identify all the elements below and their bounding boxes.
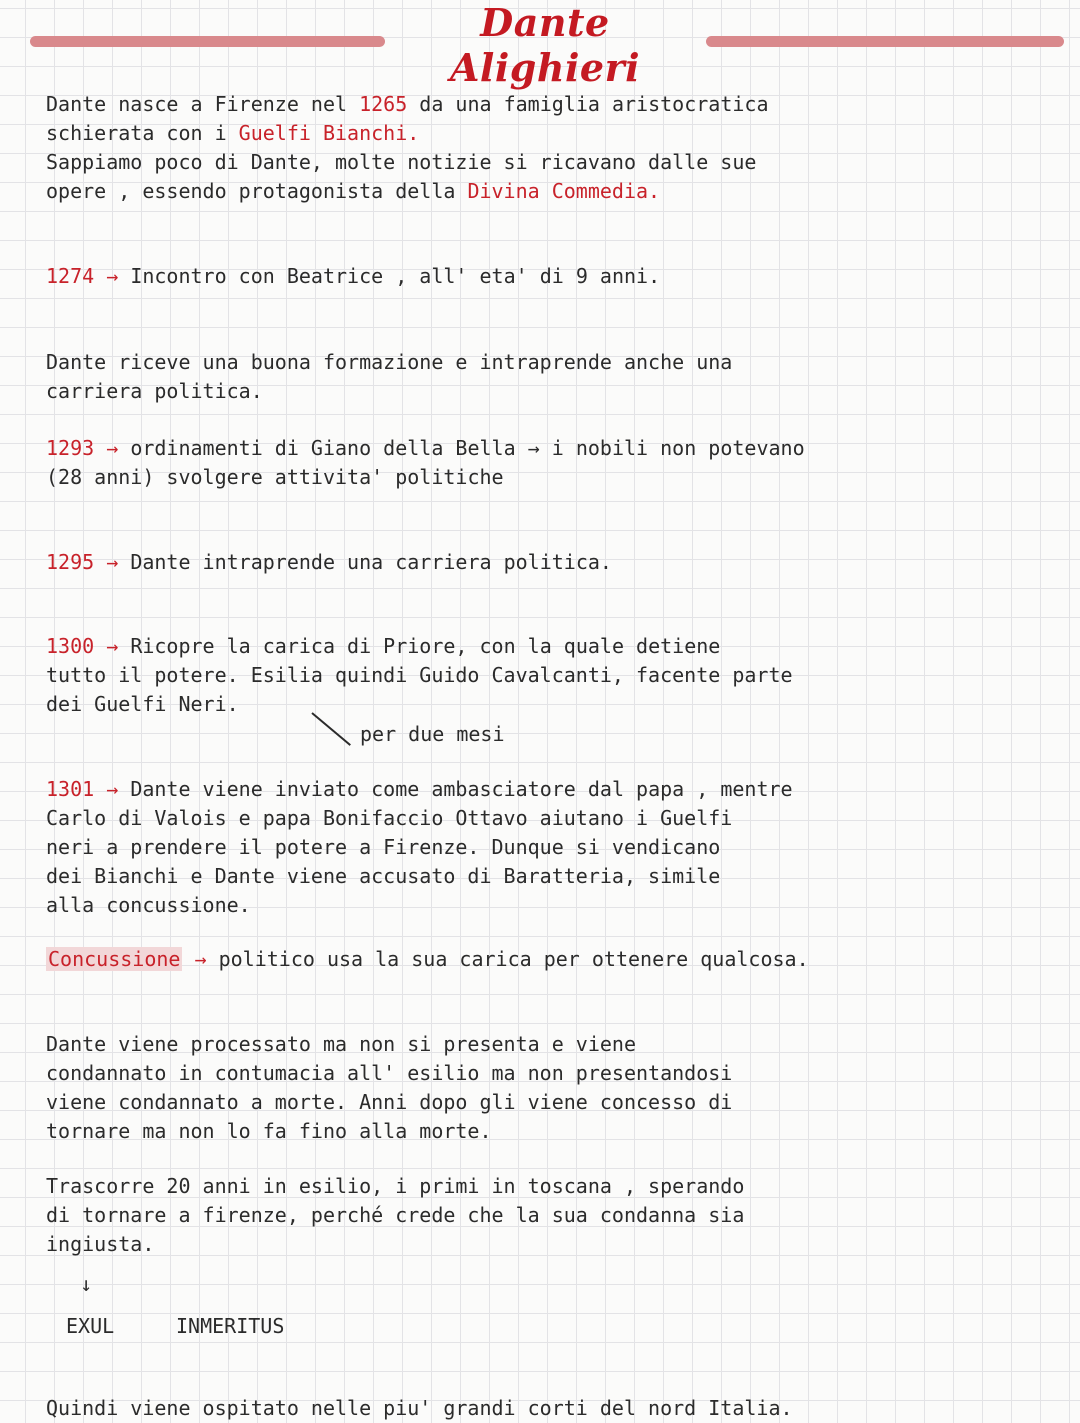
annotation-note: per due mesi xyxy=(360,722,505,746)
event-1300-line-2: tutto il potere. Esilia quindi Guido Cavalcanti, facente parte xyxy=(46,663,793,687)
intro-line-1 xyxy=(46,90,1046,119)
event-1274 xyxy=(46,262,1046,291)
arrow-icon: → xyxy=(106,264,119,288)
event-text: Ricopre la carica di Priore, con la quale detiene xyxy=(130,634,721,658)
exile-line-1: Trascorre 20 anni in esilio, i primi in toscana , sperando xyxy=(46,1174,745,1198)
event-1301-line-2: Carlo di Valois e papa Bonifaccio Ottavo aiutano i Guelfi xyxy=(46,806,733,830)
exile-line-3: ingiusta. xyxy=(46,1232,155,1256)
definition-text: politico usa la sua carica per ottenere qualcosa. xyxy=(218,947,809,971)
year-1274: 1274 xyxy=(46,264,95,288)
inmeritus-label: INMERITUS xyxy=(176,1314,285,1338)
last-line: Quindi viene ospitato nelle piu' grandi corti del nord Italia. xyxy=(46,1396,793,1420)
trial-line-3: viene condannato a morte. Anni dopo gli viene concesso di xyxy=(46,1090,733,1114)
intro-text: opere , essendo protagonista della xyxy=(46,179,468,203)
down-arrow-icon: ↓ xyxy=(80,1272,93,1296)
trial-line-2: condannato in contumacia all' esilio ma non presentandosi xyxy=(46,1061,733,1085)
definition-concussione xyxy=(46,945,1046,974)
arrow-icon: → xyxy=(194,947,207,971)
intro-text: Dante nasce a Firenze nel xyxy=(46,92,360,116)
divina-commedia: Divina Commedia. xyxy=(467,179,661,203)
intro-line-3: Sappiamo poco di Dante, molte notizie si ricavano dalle sue xyxy=(46,150,757,174)
highlighted-term: Concussione xyxy=(48,947,181,971)
title-decoration-left xyxy=(30,36,385,47)
event-1301 xyxy=(46,775,1046,804)
event-1301-line-5: alla concussione. xyxy=(46,893,251,917)
age-note: (28 anni) xyxy=(46,465,155,489)
event-1295 xyxy=(46,548,1046,577)
guelfi-bianchi: Guelfi Bianchi. xyxy=(238,121,420,145)
birth-year: 1265 xyxy=(359,92,408,116)
career-line-1: Dante riceve una buona formazione e intraprende anche una xyxy=(46,350,733,374)
event-1293-line-2 xyxy=(46,463,1046,492)
event-text: Incontro con Beatrice , all' eta' di 9 anni. xyxy=(130,264,661,288)
year-1301: 1301 xyxy=(46,777,95,801)
arrow-icon: → xyxy=(106,777,119,801)
exul-label: EXUL xyxy=(66,1314,115,1338)
arrow-icon: → xyxy=(106,634,119,658)
event-text: svolgere attivita' politiche xyxy=(166,465,504,489)
exile-line-2: di tornare a firenze, perché crede che la sua condanna sia xyxy=(46,1203,745,1227)
trial-line-4: tornare ma non lo fa fino alla morte. xyxy=(46,1119,492,1143)
year-1295: 1295 xyxy=(46,550,95,574)
intro-text: schierata con i xyxy=(46,121,239,145)
event-1301-line-3: neri a prendere il potere a Firenze. Dunque si vendicano xyxy=(46,835,721,859)
event-text: Dante viene inviato come ambasciatore dal papa , mentre xyxy=(130,777,793,801)
trial-line-1: Dante viene processato ma non si presenta e viene xyxy=(46,1032,637,1056)
career-line-2: carriera politica. xyxy=(46,379,263,403)
event-1300-line-3: dei Guelfi Neri. xyxy=(46,692,239,716)
year-1293: 1293 xyxy=(46,436,95,460)
year-1300: 1300 xyxy=(46,634,95,658)
event-text: ordinamenti di Giano della Bella → i nobili non potevano xyxy=(130,436,805,460)
intro-text: da una famiglia aristocratica xyxy=(407,92,769,116)
title-decoration-right xyxy=(706,36,1064,47)
arrow-icon: → xyxy=(106,550,119,574)
arrow-icon: → xyxy=(106,436,119,460)
intro-line-4 xyxy=(46,177,1046,206)
event-1293 xyxy=(46,434,1046,463)
event-1301-line-4: dei Bianchi e Dante viene accusato di Baratteria, simile xyxy=(46,864,721,888)
page-title: Dante Alighieri xyxy=(449,0,641,90)
intro-line-2 xyxy=(46,119,1046,148)
event-1300 xyxy=(46,632,1046,661)
event-text: Dante intraprende una carriera politica. xyxy=(130,550,612,574)
